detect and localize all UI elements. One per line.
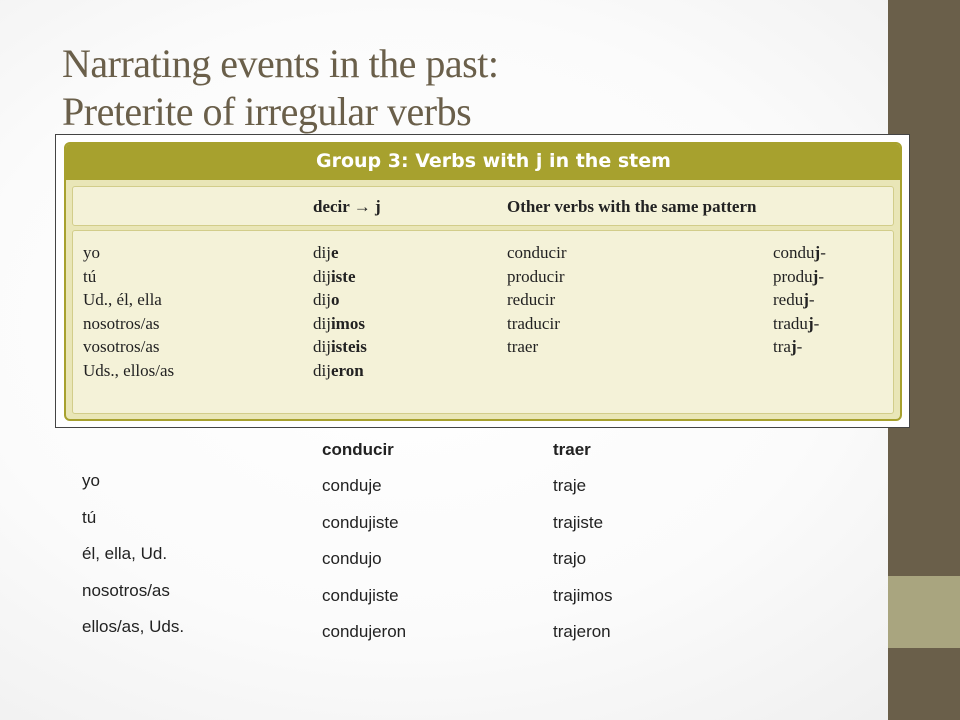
title-line-1: Narrating events in the past: — [62, 41, 499, 86]
stem-base: condu — [773, 243, 815, 262]
conjugation-pronoun-list — [82, 471, 184, 654]
decir-form — [313, 288, 367, 312]
decir-ending: e — [330, 243, 339, 262]
traer-form: traje — [553, 476, 587, 495]
decir-form — [313, 265, 367, 289]
table-pronoun: tú — [83, 266, 97, 286]
decir-ending: o — [330, 290, 340, 309]
traer-form: trajo — [553, 549, 587, 568]
decir-stem: dij — [313, 266, 331, 286]
card-header — [66, 144, 900, 180]
conducir-form: condujiste — [322, 585, 399, 605]
stem-dash: - — [818, 266, 825, 286]
column-header-row — [72, 186, 894, 226]
decir-form — [313, 335, 367, 359]
decir-form — [313, 312, 367, 336]
stem-dash: - — [820, 243, 826, 262]
conjugation-pronoun: él, ella, Ud. — [82, 544, 168, 563]
traer-form: trajimos — [553, 585, 613, 605]
traer-form: trajiste — [553, 512, 604, 532]
other-verb: producir — [507, 266, 565, 286]
other-verb: conducir — [507, 243, 567, 262]
conducir-form: condujo — [322, 549, 382, 568]
conjugation-pronoun: ellos/as, Uds. — [82, 617, 185, 636]
conjugation-pronoun: tú — [82, 507, 97, 527]
slide-title — [62, 40, 862, 136]
stem-dash: - — [808, 290, 815, 309]
card-body — [72, 230, 894, 414]
decir-stem: dij — [313, 313, 331, 333]
other-verb: traducir — [507, 313, 560, 333]
verb-table-image — [55, 134, 910, 428]
decir-ending: iste — [330, 266, 356, 286]
pattern-column-header: decir → j — [313, 197, 381, 216]
other-stem — [773, 265, 826, 289]
decir-form — [313, 359, 367, 383]
other-verb: traer — [507, 337, 539, 356]
conducir-forms-list — [322, 476, 406, 659]
other-stem — [773, 241, 826, 265]
other-stem — [773, 288, 826, 312]
traer-forms-list — [553, 476, 613, 659]
table-pronoun: Uds., ellos/as — [83, 360, 175, 380]
conjugation-pronoun: yo — [82, 471, 100, 490]
stem-j: j — [807, 313, 814, 333]
decir-form — [313, 241, 367, 265]
others-column-header: Other verbs with the same pattern — [507, 197, 757, 216]
stem-dash: - — [813, 313, 820, 333]
stem-base: redu — [773, 290, 804, 309]
table-pronoun: Ud., él, ella — [83, 290, 162, 309]
other-stem — [773, 312, 826, 336]
other-verbs-column — [507, 241, 566, 359]
conducir-form: condujiste — [322, 512, 399, 532]
decir-stem: dij — [313, 243, 331, 262]
other-stems-column — [773, 241, 826, 359]
stem-base: tradu — [773, 313, 808, 333]
decir-stem: dij — [313, 360, 331, 380]
stem-j: j — [790, 337, 797, 356]
stem-j: j — [812, 266, 819, 286]
decir-ending: eron — [330, 360, 364, 380]
other-verb: reducir — [507, 290, 556, 309]
conjugation-pronoun: nosotros/as — [82, 580, 170, 600]
table-pronoun: nosotros/as — [83, 313, 160, 333]
stem-base: tra — [773, 337, 791, 356]
title-line-2: Preterite of irregular verbs — [62, 89, 472, 134]
verb-table-card — [64, 142, 902, 421]
stem-j: j — [803, 290, 809, 309]
other-stem — [773, 335, 826, 359]
decir-forms-column — [313, 241, 367, 382]
traer-header: traer — [553, 440, 591, 459]
stem-dash: - — [796, 337, 803, 356]
conducir-form: conduje — [322, 476, 382, 495]
table-pronoun: yo — [83, 243, 100, 262]
card-header-title: Group 3: Verbs with j in the stem — [316, 150, 671, 172]
conducir-header: conducir — [322, 440, 394, 459]
decir-stem: dij — [313, 290, 331, 309]
conducir-form: condujeron — [322, 622, 407, 641]
decir-stem: dij — [313, 337, 331, 356]
pronoun-column — [83, 241, 174, 382]
stem-base: produ — [773, 266, 813, 286]
traer-form: trajeron — [553, 622, 611, 641]
decir-ending: imos — [330, 313, 365, 333]
stem-j: j — [814, 243, 821, 262]
decir-ending: isteis — [330, 337, 367, 356]
sidebar-accent-band — [888, 576, 960, 648]
table-pronoun: vosotros/as — [83, 337, 160, 356]
